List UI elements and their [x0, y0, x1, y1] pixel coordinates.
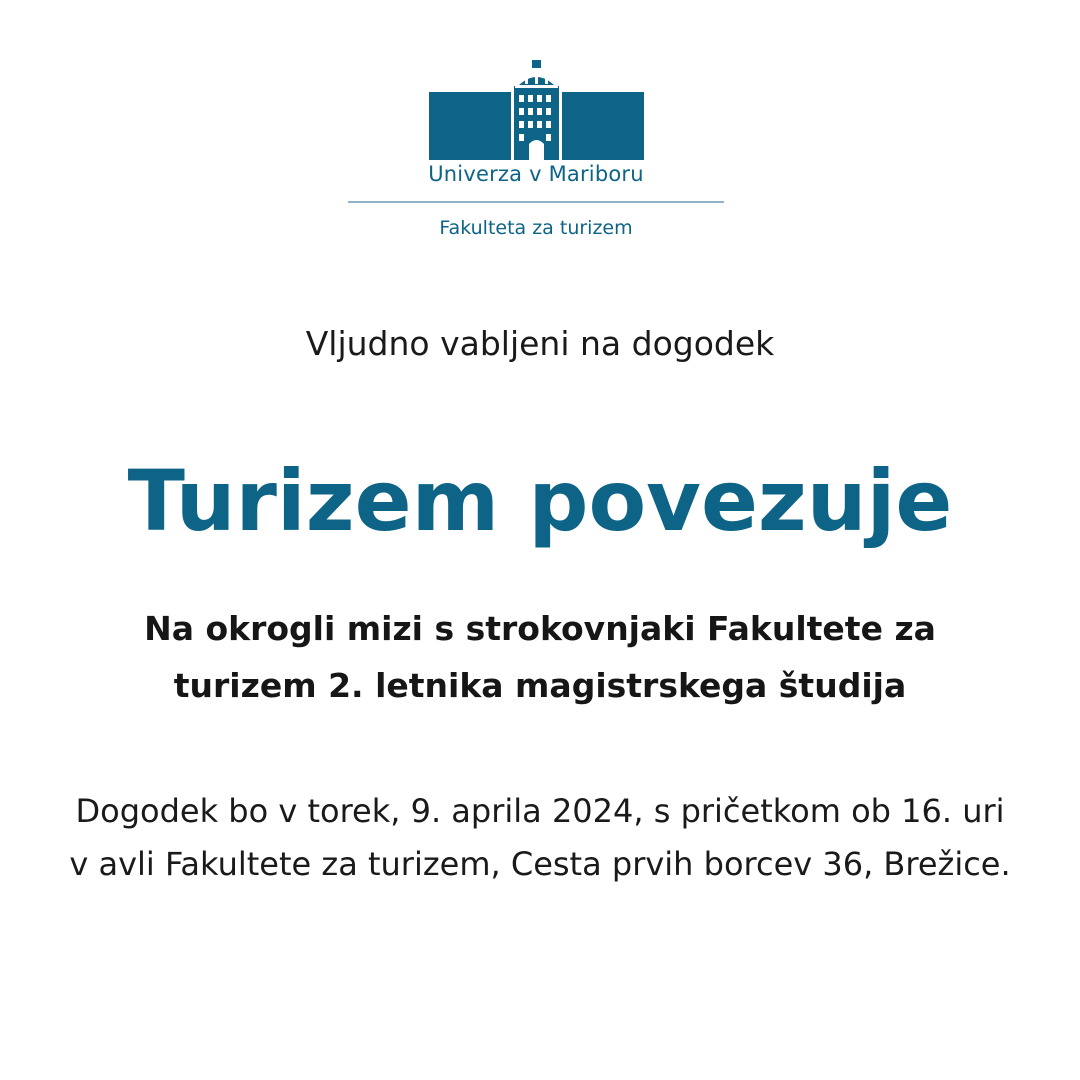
event-details-line-2: v avli Fakultete za turizem, Cesta prvih borcev 36, Brežice.	[69, 845, 1011, 883]
university-logo	[348, 60, 724, 250]
event-details-line-1: Dogodek bo v torek, 9. aprila 2024, s pričetkom ob 16. uri	[75, 792, 1005, 830]
logo-faculty-name: Fakulteta za turizem	[439, 217, 633, 239]
event-subtitle	[60, 600, 1020, 714]
event-title: Turizem povezuje	[127, 452, 953, 550]
invitation-text: Vljudno vabljeni na dogodek	[305, 324, 775, 363]
university-building-emblem	[429, 60, 644, 160]
logo-university-name: Univerza v Mariboru	[428, 162, 644, 186]
event-details	[20, 785, 1060, 891]
event-subtitle-line-2: turizem 2. letnika magistrskega študija	[173, 666, 907, 705]
logo-divider	[348, 201, 724, 203]
event-subtitle-line-1: Na okrogli mizi s strokovnjaki Fakultete za	[144, 609, 936, 648]
